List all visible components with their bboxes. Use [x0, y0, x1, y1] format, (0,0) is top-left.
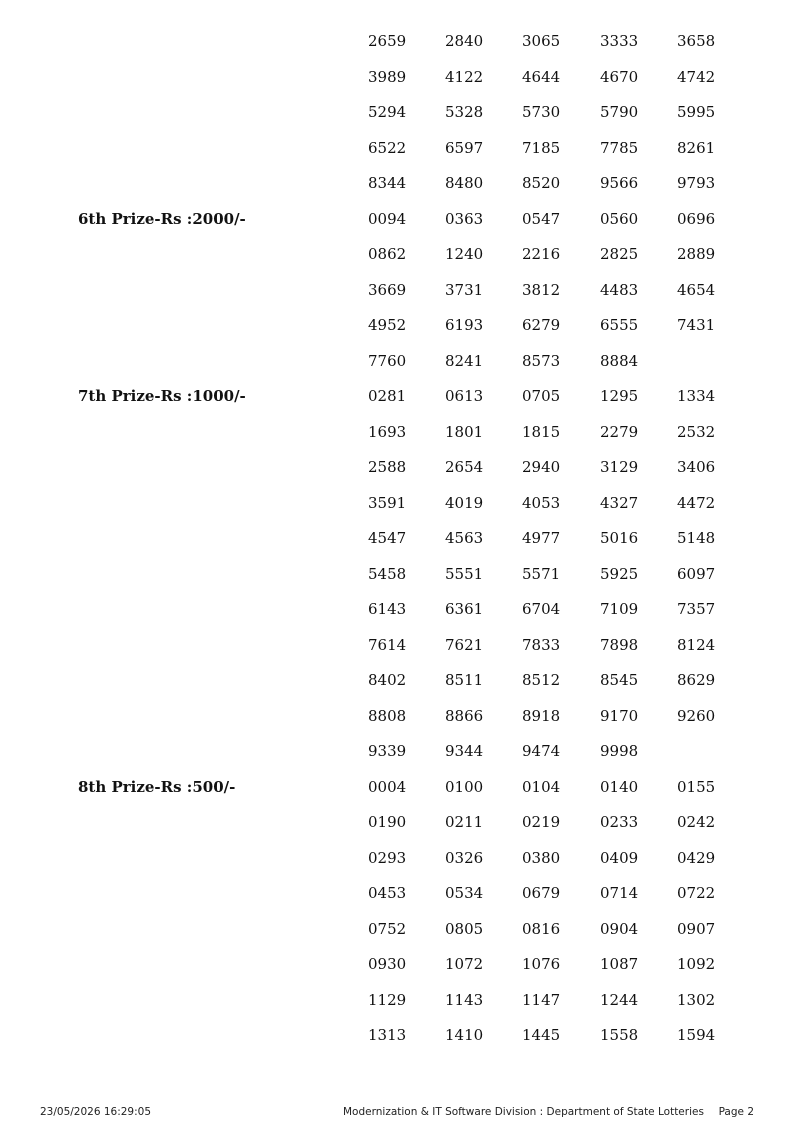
result-row — [0, 94, 800, 130]
ticket-number: 8261 — [677, 138, 716, 157]
ticket-number: 1445 — [522, 1026, 561, 1044]
ticket-number: 8512 — [522, 671, 561, 689]
ticket-number: 1334 — [677, 387, 716, 405]
ticket-number: 0242 — [677, 813, 716, 831]
ticket-number: 6597 — [445, 138, 484, 157]
ticket-number: 9339 — [368, 742, 407, 760]
ticket-number: 4644 — [522, 67, 561, 86]
ticket-number: 1815 — [522, 422, 561, 441]
ticket-number: 0326 — [445, 848, 484, 867]
ticket-number: 5016 — [600, 529, 639, 547]
result-row — [0, 769, 800, 805]
prize-results-table — [0, 23, 800, 1053]
ticket-number: 1092 — [677, 955, 716, 973]
result-row — [0, 733, 800, 769]
result-row — [0, 130, 800, 166]
ticket-number: 6361 — [445, 600, 484, 618]
ticket-number: 1076 — [522, 955, 561, 973]
result-row — [0, 272, 800, 308]
ticket-number: 5148 — [677, 529, 716, 547]
prize-label: 6th Prize-Rs :2000/- — [78, 209, 246, 228]
ticket-number: 0705 — [522, 387, 561, 405]
ticket-number: 9344 — [445, 742, 484, 760]
result-row — [0, 23, 800, 59]
ticket-number: 4122 — [445, 67, 484, 86]
result-row — [0, 946, 800, 982]
ticket-number: 8918 — [522, 706, 561, 725]
ticket-number: 7109 — [600, 600, 639, 618]
ticket-number: 3658 — [677, 32, 716, 50]
ticket-number: 0190 — [368, 813, 407, 831]
ticket-number: 8511 — [445, 671, 484, 689]
ticket-number: 2825 — [600, 245, 639, 263]
ticket-number: 0805 — [445, 919, 484, 938]
ticket-number: 5571 — [522, 564, 561, 583]
ticket-number: 7185 — [522, 138, 561, 157]
ticket-number: 4053 — [522, 493, 561, 512]
ticket-number: 1295 — [600, 387, 639, 405]
ticket-number: 1143 — [445, 990, 484, 1009]
ticket-number: 8480 — [445, 174, 484, 192]
ticket-number: 0233 — [600, 813, 639, 831]
ticket-number: 8520 — [522, 174, 561, 192]
ticket-number: 0004 — [368, 777, 407, 796]
result-row — [0, 343, 800, 379]
ticket-number: 1801 — [445, 422, 484, 441]
ticket-number: 6097 — [677, 564, 716, 583]
ticket-number: 0140 — [600, 777, 639, 796]
ticket-number: 2659 — [368, 32, 407, 50]
ticket-number: 0219 — [522, 813, 561, 831]
ticket-number: 0100 — [445, 777, 484, 796]
ticket-number: 7357 — [677, 600, 716, 618]
result-row — [0, 520, 800, 556]
ticket-number: 0409 — [600, 848, 639, 867]
ticket-number: 4742 — [677, 67, 716, 86]
ticket-number: 0534 — [445, 884, 484, 902]
page-footer — [0, 1106, 800, 1122]
ticket-number: 0696 — [677, 209, 716, 228]
ticket-number: 1313 — [368, 1026, 407, 1044]
ticket-number: 0453 — [368, 884, 407, 902]
ticket-number: 1087 — [600, 955, 639, 973]
ticket-number: 1302 — [677, 990, 716, 1009]
ticket-number: 4472 — [677, 493, 716, 512]
ticket-number: 0155 — [677, 777, 716, 796]
ticket-number: 4483 — [600, 280, 639, 299]
ticket-number: 5294 — [368, 103, 407, 121]
ticket-number: 2532 — [677, 422, 716, 441]
result-row — [0, 236, 800, 272]
ticket-number: 0907 — [677, 919, 716, 938]
ticket-number: 8629 — [677, 671, 716, 689]
ticket-number: 0930 — [368, 955, 407, 973]
result-row — [0, 627, 800, 663]
ticket-number: 2588 — [368, 458, 407, 476]
ticket-number: 9474 — [522, 742, 561, 760]
ticket-number: 0904 — [600, 919, 639, 938]
ticket-number: 4019 — [445, 493, 484, 512]
ticket-number: 0380 — [522, 848, 561, 867]
ticket-number: 6704 — [522, 600, 561, 618]
ticket-number: 8545 — [600, 671, 639, 689]
ticket-number: 2279 — [600, 422, 639, 441]
ticket-number: 0293 — [368, 848, 407, 867]
ticket-number: 2840 — [445, 32, 484, 50]
ticket-number: 2216 — [522, 245, 561, 263]
ticket-number: 4952 — [368, 316, 407, 334]
ticket-number: 7621 — [445, 635, 484, 654]
ticket-number: 8573 — [522, 351, 561, 370]
ticket-number: 0679 — [522, 884, 561, 902]
ticket-number: 5995 — [677, 103, 716, 121]
ticket-number: 8866 — [445, 706, 484, 725]
result-row — [0, 875, 800, 911]
result-row — [0, 840, 800, 876]
result-row — [0, 1017, 800, 1053]
ticket-number: 0547 — [522, 209, 561, 228]
result-row — [0, 591, 800, 627]
result-row — [0, 982, 800, 1018]
ticket-number: 1410 — [445, 1026, 484, 1044]
ticket-number: 3591 — [368, 493, 407, 512]
result-row — [0, 201, 800, 237]
ticket-number: 8241 — [445, 351, 484, 370]
ticket-number: 0816 — [522, 919, 561, 938]
ticket-number: 5790 — [600, 103, 639, 121]
ticket-number: 9998 — [600, 742, 639, 760]
ticket-number: 3333 — [600, 32, 639, 50]
ticket-number: 4977 — [522, 529, 561, 547]
prize-label: 7th Prize-Rs :1000/- — [78, 387, 246, 405]
ticket-number: 0752 — [368, 919, 407, 938]
ticket-number: 1558 — [600, 1026, 639, 1044]
ticket-number: 0722 — [677, 884, 716, 902]
ticket-number: 0560 — [600, 209, 639, 228]
ticket-number: 3065 — [522, 32, 561, 50]
ticket-number: 9260 — [677, 706, 716, 725]
result-row — [0, 662, 800, 698]
ticket-number: 6555 — [600, 316, 639, 334]
ticket-number: 0281 — [368, 387, 407, 405]
result-row — [0, 307, 800, 343]
ticket-number: 3406 — [677, 458, 716, 476]
ticket-number: 2889 — [677, 245, 716, 263]
ticket-number: 9170 — [600, 706, 639, 725]
ticket-number: 6522 — [368, 138, 407, 157]
ticket-number: 4654 — [677, 280, 716, 299]
ticket-number: 7431 — [677, 316, 716, 334]
result-row — [0, 414, 800, 450]
ticket-number: 3731 — [445, 280, 484, 299]
ticket-number: 1594 — [677, 1026, 716, 1044]
ticket-number: 8402 — [368, 671, 407, 689]
footer-timestamp: 23/05/2026 16:29:05 — [40, 1106, 152, 1118]
ticket-number: 1147 — [522, 990, 561, 1009]
footer-division: Modernization & IT Software Division : Department of State Lotteries — [343, 1106, 704, 1118]
ticket-number: 1129 — [368, 990, 407, 1009]
ticket-number: 4563 — [445, 529, 484, 547]
ticket-number: 5458 — [368, 564, 407, 583]
ticket-number: 0613 — [445, 387, 484, 405]
ticket-number: 8124 — [677, 635, 716, 654]
ticket-number: 3812 — [522, 280, 561, 299]
ticket-number: 7898 — [600, 635, 639, 654]
ticket-number: 4670 — [600, 67, 639, 86]
result-row — [0, 59, 800, 95]
ticket-number: 0429 — [677, 848, 716, 867]
ticket-number: 5328 — [445, 103, 484, 121]
ticket-number: 2940 — [522, 458, 561, 476]
ticket-number: 7614 — [368, 635, 407, 654]
result-row — [0, 378, 800, 414]
ticket-number: 8344 — [368, 174, 407, 192]
ticket-number: 0862 — [368, 245, 407, 263]
ticket-number: 0714 — [600, 884, 639, 902]
ticket-number: 0211 — [445, 813, 484, 831]
ticket-number: 6143 — [368, 600, 407, 618]
ticket-number: 8884 — [600, 351, 639, 370]
ticket-number: 9793 — [677, 174, 716, 192]
result-row — [0, 485, 800, 521]
prize-label: 8th Prize-Rs :500/- — [78, 777, 236, 796]
result-row — [0, 804, 800, 840]
ticket-number: 4547 — [368, 529, 407, 547]
result-row — [0, 449, 800, 485]
ticket-number: 1240 — [445, 245, 484, 263]
ticket-number: 9566 — [600, 174, 639, 192]
ticket-number: 5730 — [522, 103, 561, 121]
ticket-number: 2654 — [445, 458, 484, 476]
ticket-number: 5551 — [445, 564, 484, 583]
result-row — [0, 165, 800, 201]
result-row — [0, 698, 800, 734]
ticket-number: 0094 — [368, 209, 407, 228]
ticket-number: 5925 — [600, 564, 639, 583]
result-row — [0, 911, 800, 947]
footer-page-number: Page 2 — [718, 1106, 754, 1118]
ticket-number: 1244 — [600, 990, 639, 1009]
ticket-number: 3669 — [368, 280, 407, 299]
ticket-number: 7785 — [600, 138, 639, 157]
ticket-number: 0363 — [445, 209, 484, 228]
ticket-number: 0104 — [522, 777, 561, 796]
ticket-number: 7833 — [522, 635, 561, 654]
ticket-number: 7760 — [368, 351, 407, 370]
ticket-number: 8808 — [368, 706, 407, 725]
ticket-number: 6193 — [445, 316, 484, 334]
ticket-number: 1693 — [368, 422, 407, 441]
ticket-number: 1072 — [445, 955, 484, 973]
ticket-number: 3129 — [600, 458, 639, 476]
ticket-number: 6279 — [522, 316, 561, 334]
result-row — [0, 556, 800, 592]
ticket-number: 4327 — [600, 493, 639, 512]
ticket-number: 3989 — [368, 67, 407, 86]
